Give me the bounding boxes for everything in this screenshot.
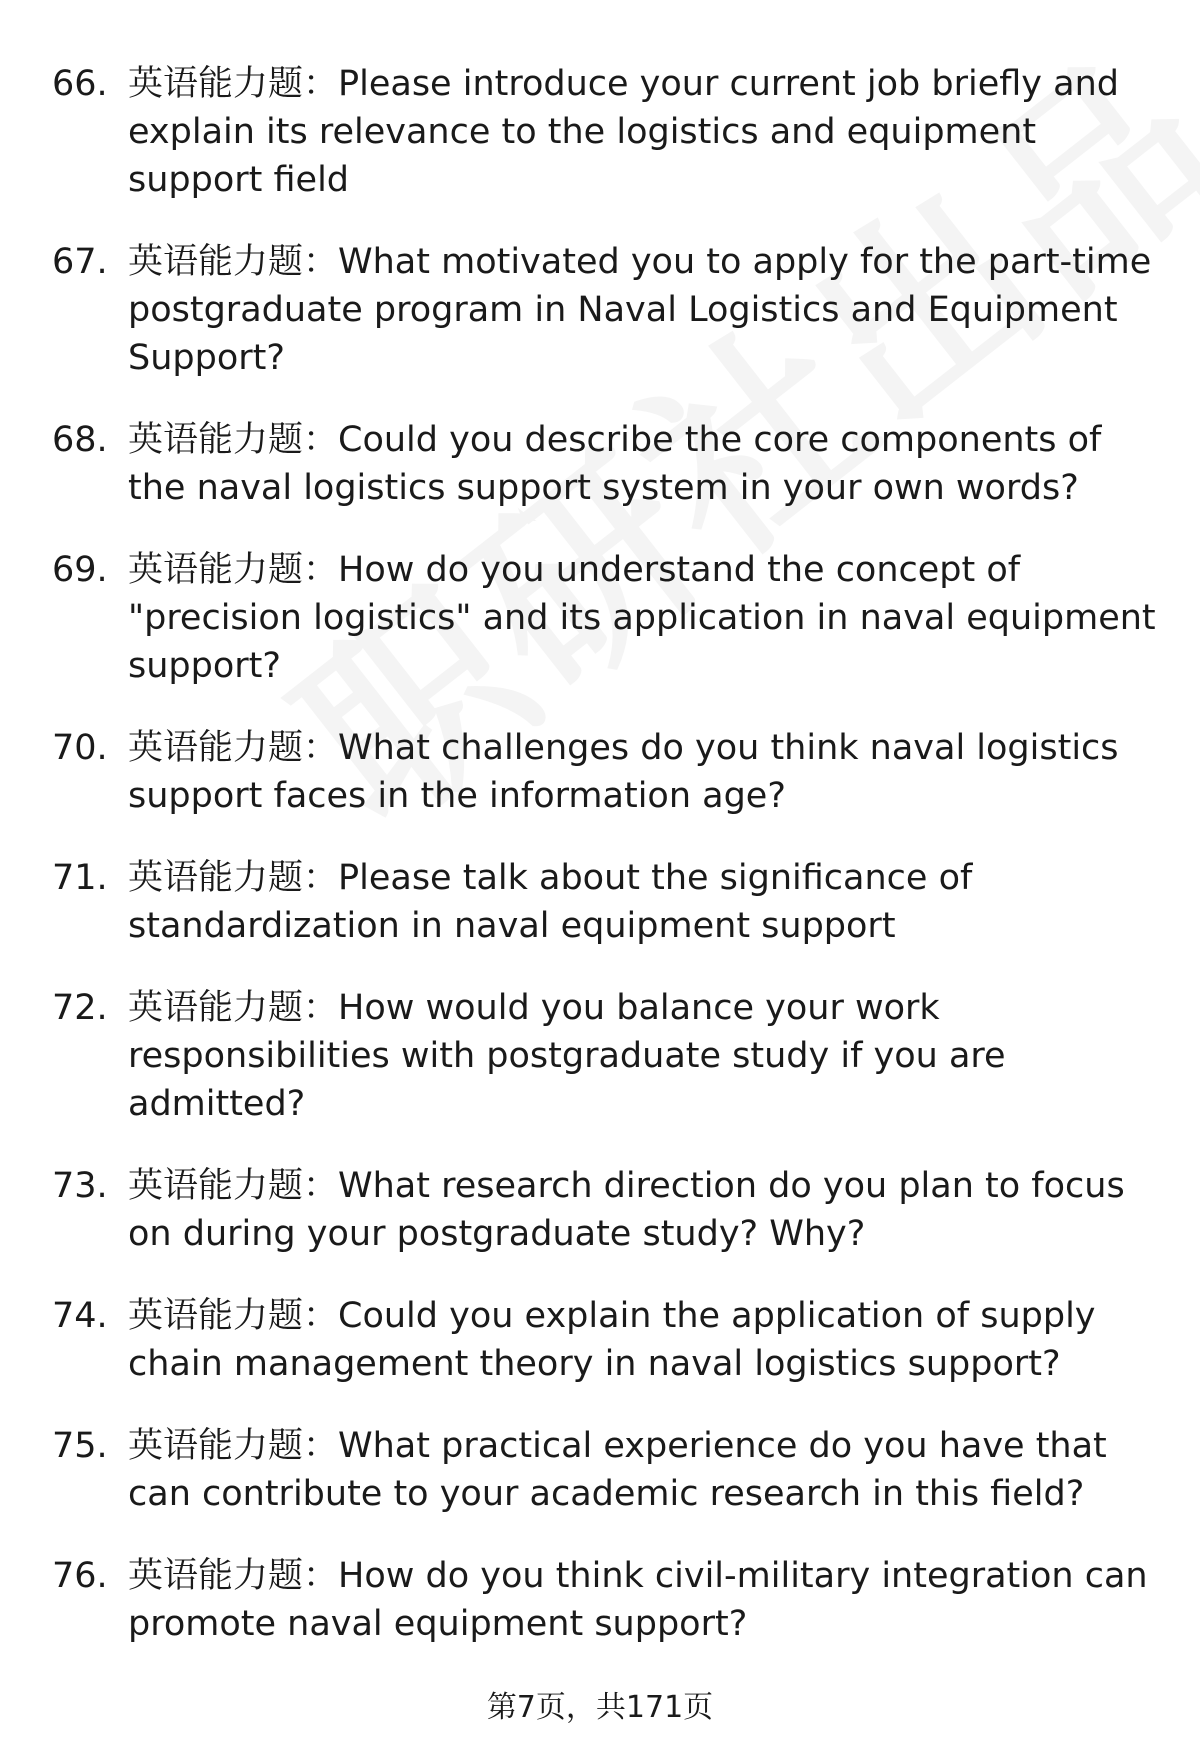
question-item [0, 416, 1200, 512]
question-number: 76. [52, 1556, 108, 1596]
question-number: 72. [52, 988, 108, 1028]
question-prefix: 英语能力题： [128, 858, 339, 898]
question-text: Please introduce your current job briefly and explain its relevance to the logistics and equipment support field [128, 64, 1119, 200]
question-text: What challenges do you think naval logistics support faces in the information age? [128, 728, 1119, 816]
question-text: Could you describe the core components of the naval logistics support system in your own words? [128, 420, 1102, 508]
question-text: Please talk about the significance of standardization in naval equipment support [128, 858, 973, 946]
question-number: 75. [52, 1426, 108, 1466]
question-prefix: 英语能力题： [128, 1166, 339, 1206]
question-item [0, 1292, 1200, 1388]
question-prefix: 英语能力题： [128, 1296, 339, 1336]
question-prefix: 英语能力题： [128, 1556, 339, 1596]
question-text: What research direction do you plan to focus on during your postgraduate study? Why? [128, 1166, 1125, 1254]
question-text: How would you balance your work responsibilities with postgraduate study if you are admitted? [128, 988, 1006, 1124]
question-text: How do you understand the concept of "precision logistics" and its application in naval equipment support? [128, 550, 1156, 686]
question-prefix: 英语能力题： [128, 1426, 339, 1466]
question-text: Could you explain the application of supply chain management theory in naval logistics support? [128, 1296, 1096, 1384]
question-item [0, 724, 1200, 820]
page-footer: 第7页，共171页 [486, 1690, 714, 1725]
question-prefix: 英语能力题： [128, 988, 339, 1028]
question-text: What practical experience do you have that can contribute to your academic research in this field? [128, 1426, 1107, 1514]
question-item [0, 1162, 1200, 1258]
question-item [0, 546, 1200, 690]
question-number: 73. [52, 1166, 108, 1206]
question-number: 66. [52, 64, 108, 104]
question-prefix: 英语能力题： [128, 550, 339, 590]
question-item [0, 60, 1200, 204]
question-item [0, 1422, 1200, 1518]
question-number: 68. [52, 420, 108, 460]
question-number: 74. [52, 1296, 108, 1336]
question-text: What motivated you to apply for the part-time postgraduate program in Naval Logistics and Equipment Support? [128, 242, 1152, 378]
question-prefix: 英语能力题： [128, 64, 339, 104]
question-text: How do you think civil-military integration can promote naval equipment support? [128, 1556, 1148, 1644]
question-prefix: 英语能力题： [128, 420, 339, 460]
question-number: 69. [52, 550, 108, 590]
question-number: 70. [52, 728, 108, 768]
question-number: 71. [52, 858, 108, 898]
question-prefix: 英语能力题： [128, 242, 339, 282]
question-number: 67. [52, 242, 108, 282]
question-item [0, 854, 1200, 950]
question-prefix: 英语能力题： [128, 728, 339, 768]
question-item [0, 984, 1200, 1128]
question-item [0, 1552, 1200, 1648]
question-item [0, 238, 1200, 382]
question-list [0, 60, 1200, 1682]
